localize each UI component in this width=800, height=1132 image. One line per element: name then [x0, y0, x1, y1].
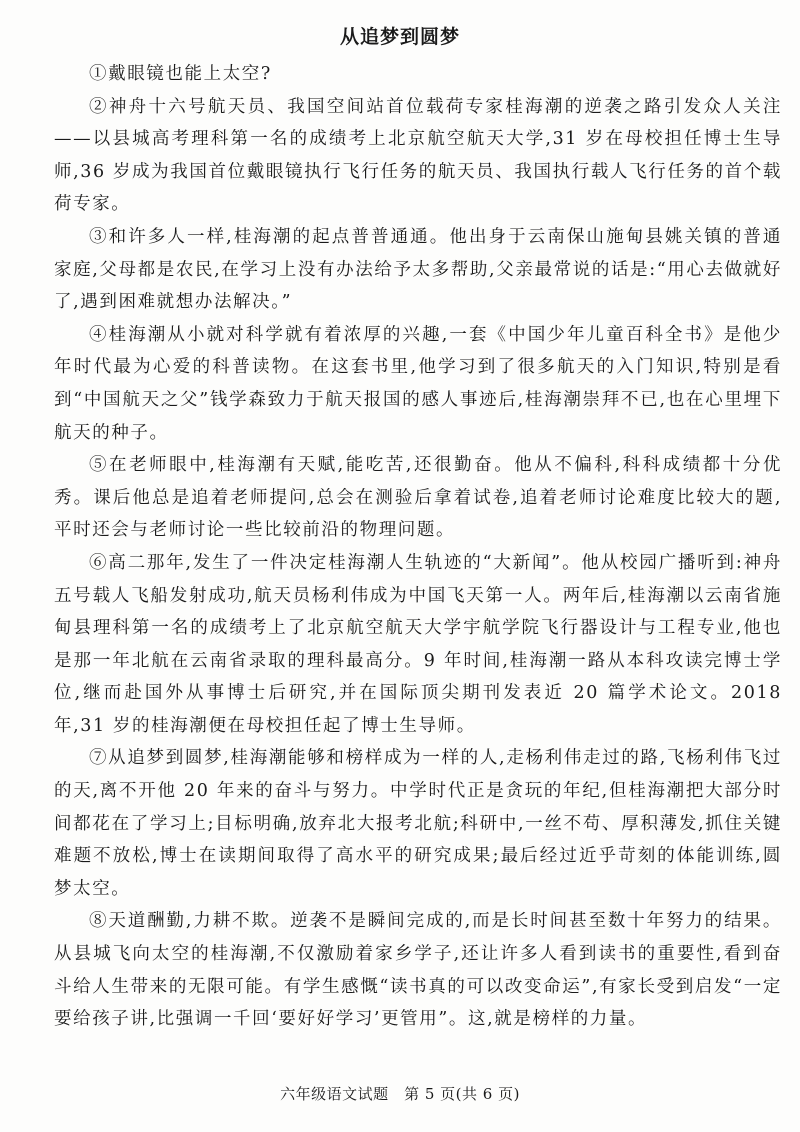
paragraph-3: ③和许多人一样,桂海潮的起点普普通通。他出身于云南保山施甸县姚关镇的普通家庭,父母都是农民,在学习上没有办法给予太多帮助,父亲最常说的话是:“用心去做就好了,遇到困难就想办法解决。” [54, 226, 782, 313]
article-title: 从追梦到圆梦 [339, 26, 460, 48]
paragraph-5: ⑤在老师眼中,桂海潮有天赋,能吃苦,还很勤奋。他从不偏科,科科成绩都十分优秀。课后他总是追着老师提问,总会在测验后拿着试卷,追着老师讨论难度比较大的题,平时还会与老师讨论一些比较前沿的物理问题。 [54, 455, 782, 541]
article-body [54, 58, 782, 1036]
paragraph-1: ①戴眼镜也能上太空? [89, 64, 272, 84]
paragraph-4: ④桂海潮从小就对科学就有着浓厚的兴趣,一套《中国少年儿童百科全书》是他少年时代最为心爱的科普读物。在这套书里,他学习到了很多航天的入门知识,特别是看到“中国航天之父”钱学森致力于航天报国的感人事迹后,桂海潮崇拜不已,也在心里埋下航天的种子。 [54, 324, 782, 443]
page-footer: 六年级语文试题 第 5 页(共 6 页) [280, 1085, 520, 1103]
paragraph-6: ⑥高二那年,发生了一件决定桂海潮人生轨迹的“大新闻”。他从校园广播听到:神舟五号载人飞船发射成功,航天员杨利伟成为中国飞天第一人。两年后,桂海潮以云南省施甸县理科第一名的成绩考上了北京航空航天大学宇航学院飞行器设计与工程专业,他也是那一年北航在云南省录取的理科最高分。9 年时间,桂海潮一路从本科攻读完博士学位,继而赴国外从事博士后研究,并在国际顶尖期刊发表近 20 篇学术论文。2018 年,31 岁的桂海潮便在母校担任起了博士生导师。 [54, 552, 782, 736]
paragraph-2: ②神舟十六号航天员、我国空间站首位载荷专家桂海潮的逆袭之路引发众人关注——以县城高考理科第一名的成绩考上北京航空航天大学,31 岁在母校担任博士生导师,36 岁成为我国首位戴眼镜执行飞行任务的航天员、我国执行载人飞行任务的首个载荷专家。 [54, 96, 782, 215]
paragraph-8: ⑧天道酬勤,力耕不欺。逆袭不是瞬间完成的,而是长时间甚至数十年努力的结果。从县城飞向太空的桂海潮,不仅激励着家乡学子,还让许多人看到读书的重要性,看到奋斗给人生带来的无限可能。有学生感慨“读书真的可以改变命运”,有家长受到启发“一定要给孩子讲,比强调一千回‘要好好学习’更管用”。这,就是榜样的力量。 [54, 911, 782, 1030]
paragraph-7: ⑦从追梦到圆梦,桂海潮能够和榜样成为一样的人,走杨利伟走过的路,飞杨利伟飞过的天,离不开他 20 年来的奋斗与努力。中学时代正是贪玩的年纪,但桂海潮把大部分时间都花在了学习上;目标明确,放弃北大报考北航;科研中,一丝不苟、厚积薄发,抓住关键难题不放松,博士在读期间取得了高水平的研究成果;最后经过近乎苛刻的体能训练,圆梦太空。 [54, 748, 782, 899]
